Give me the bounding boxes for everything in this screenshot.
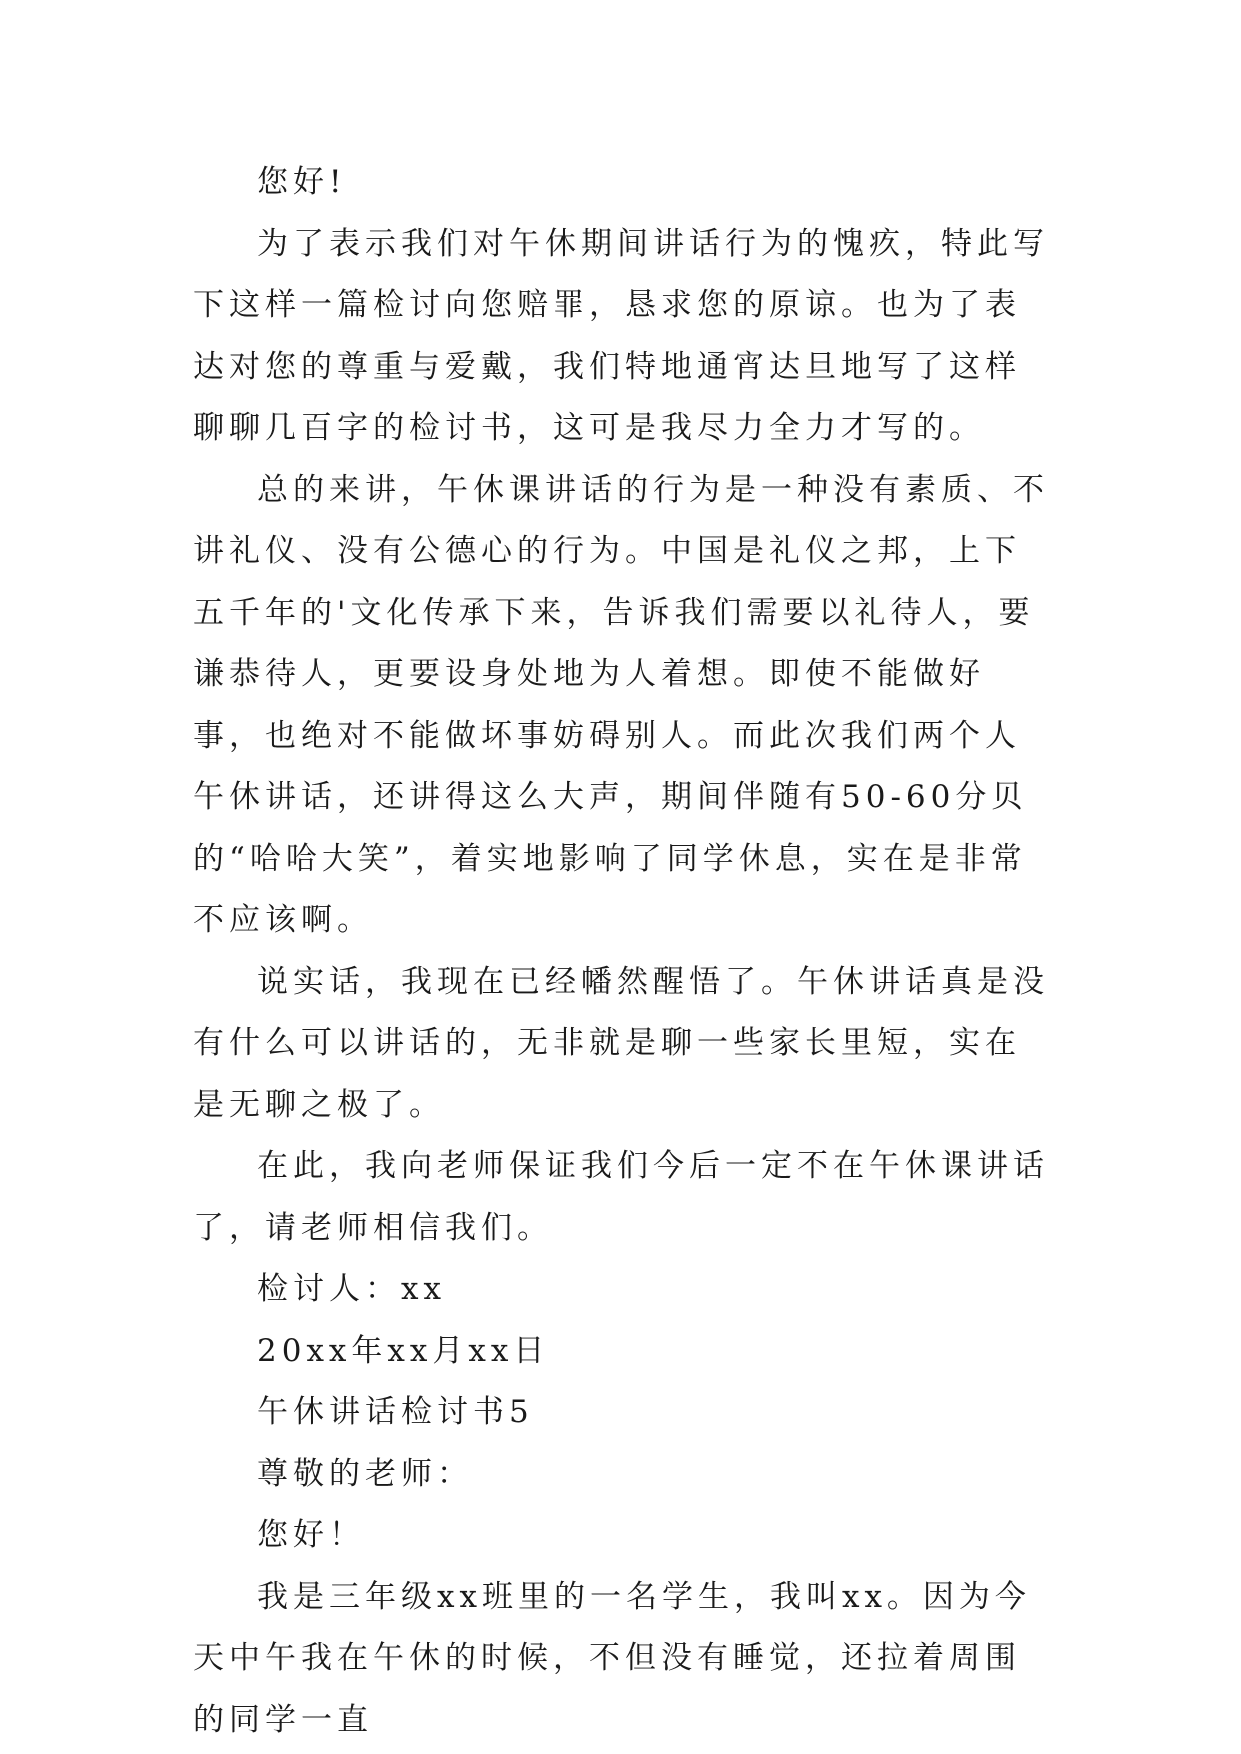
paragraph-promise: 在此，我向老师保证我们今后一定不在午休课讲话了，请老师相信我们。 (193, 1148, 1049, 1246)
greeting-second: 您好！ (257, 1517, 365, 1553)
signer-line: 检讨人：xx (257, 1271, 446, 1307)
paragraph-reflection: 总的来讲，午休课讲话的行为是一种没有素质、不讲礼仪、没有公德心的行为。中国是礼仪之邦，上下五千年的'文化传承下来，告诉我们需要以礼待人，要谦恭待人，更要设身处地为人着想。即使不能做好事，也绝对不能做坏事妨碍别人。而此次我们两个人午休讲话，还讲得这么大声，期间伴随有50-60分贝的“哈哈大笑”，着实地影响了同学休息，实在是非常不应该啊。 (193, 471, 1049, 938)
greeting: 您好! (257, 164, 347, 200)
salutation: 尊敬的老师： (257, 1455, 473, 1492)
date-line: 20xx年xx月xx日 (257, 1332, 550, 1369)
paragraph-realization: 说实话，我现在已经幡然醒悟了。午休讲话真是没有什么可以讲话的，无非就是聊一些家长里短，实在是无聊之极了。 (193, 963, 1049, 1123)
paragraph-apology-intro: 为了表示我们对午休期间讲话行为的愧疚，特此写下这样一篇检讨向您赔罪，恳求您的原谅。也为了表达对您的尊重与爱戴，我们特地通宵达旦地写了这样聊聊几百字的检讨书，这可是我尽力全力才写的。 (193, 225, 1049, 446)
document-page (193, 152, 1055, 1751)
section-title: 午休讲话检讨书5 (257, 1394, 534, 1430)
paragraph-self-introduction: 我是三年级xx班里的一名学生，我叫xx。因为今天中午我在午休的时候，不但没有睡觉，还拉着周围的同学一直 (193, 1578, 1031, 1738)
